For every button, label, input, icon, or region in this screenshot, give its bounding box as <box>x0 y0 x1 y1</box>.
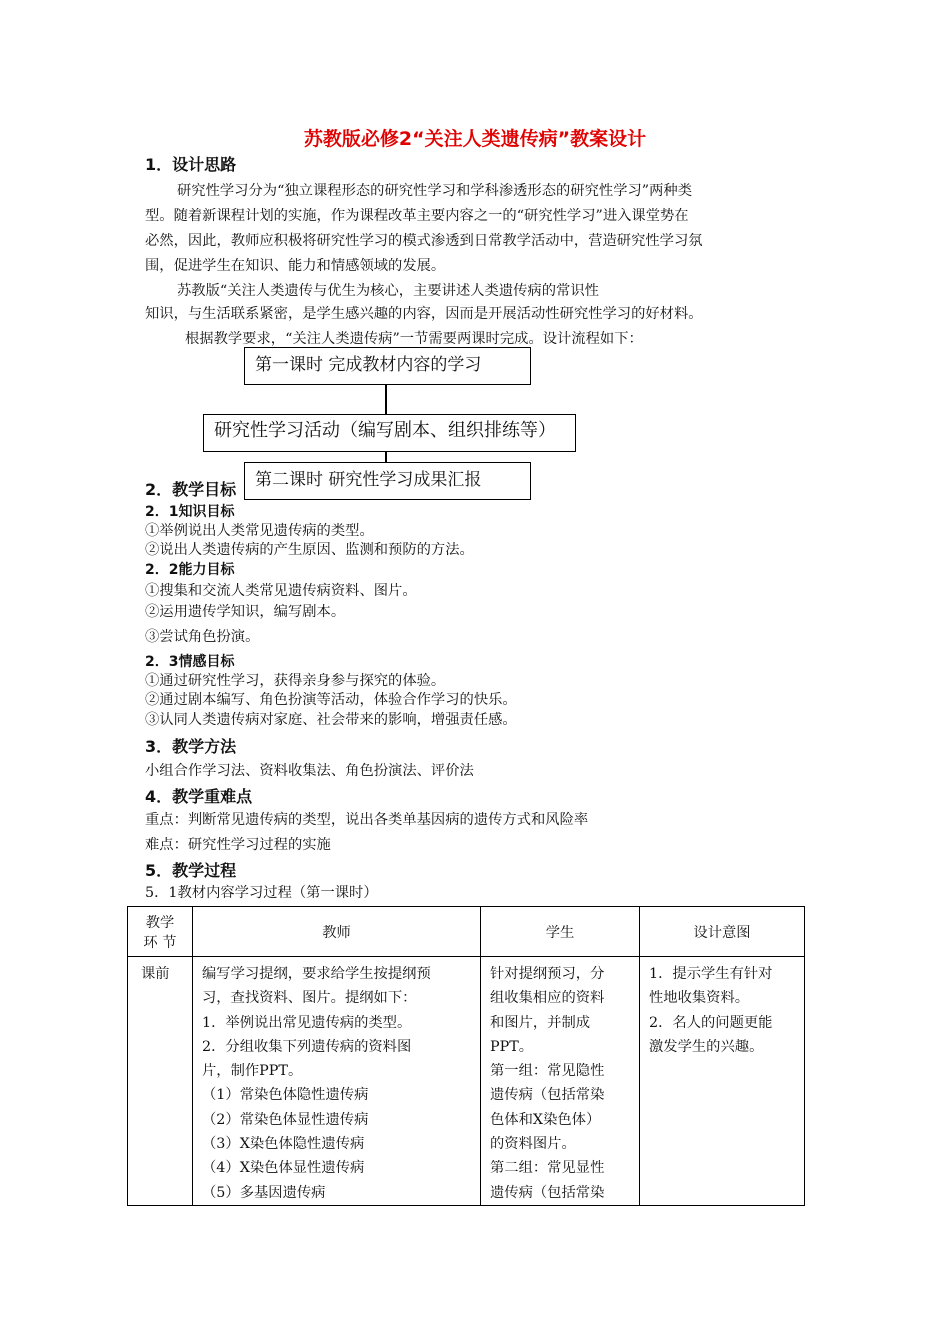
list-item: ①搜集和交流人类常见遗传病资料、图片。 <box>145 583 417 599</box>
list-item: ②说出人类遗传病的产生原因、监测和预防的方法。 <box>145 542 474 558</box>
cell-intent <box>640 957 805 1206</box>
flow-box-lesson-1: 第一课时 完成教材内容的学习 <box>244 347 531 385</box>
flow-box-lesson-2: 第二课时 研究性学习成果汇报 <box>244 462 531 500</box>
subsection-5-1: 5．1教材内容学习过程（第一课时） <box>145 885 378 901</box>
section-4-heading: 4．教学重难点 <box>145 787 253 806</box>
key-point: 重点：判断常见遗传病的类型，说出各类单基因病的遗传方式和风险率 <box>145 812 589 828</box>
table-header-row <box>128 907 805 957</box>
list-item: ①举例说出人类常见遗传病的类型。 <box>145 523 374 539</box>
student-line: 第一组：常见隐性 <box>490 1063 605 1080</box>
list-item: ①通过研究性学习，获得亲身参与探究的体验。 <box>145 673 446 689</box>
header-stage-line: 教学 <box>145 914 175 931</box>
list-item: ③尝试角色扮演。 <box>145 629 260 645</box>
ability-goals-heading: 2．2能力目标 <box>145 562 235 578</box>
intent-line: 2．名人的问题更能 <box>649 1014 773 1031</box>
list-item: ②通过剧本编写、角色扮演等活动，体验合作学习的快乐。 <box>145 692 517 708</box>
section-1-heading: 1．设计思路 <box>145 155 237 174</box>
header-teacher: 教师 <box>193 907 481 957</box>
flow-intro: 根据教学要求，“关注人类遗传病”一节需要两课时完成。设计流程如下： <box>185 331 643 347</box>
header-stage <box>128 907 193 957</box>
difficulty-point: 难点：研究性学习过程的实施 <box>145 837 331 853</box>
header-student: 学生 <box>481 907 640 957</box>
teacher-line: （2）常染色体显性遗传病 <box>202 1111 369 1128</box>
paragraph-line: 必然，因此，教师应积极将研究性学习的模式渗透到日常教学活动中，营造研究性学习氛 <box>145 233 703 249</box>
student-line: 的资料图片。 <box>490 1136 576 1153</box>
header-intent: 设计意图 <box>640 907 805 957</box>
teacher-line: （4）X染色体显性遗传病 <box>202 1160 365 1177</box>
student-line: 遗传病（包括常染 <box>490 1087 605 1104</box>
methods-text: 小组合作学习法、资料收集法、角色扮演法、评价法 <box>145 763 474 779</box>
flow-box-research-activity: 研究性学习活动（编写剧本、组织排练等） <box>203 414 576 452</box>
intent-line: 性地收集资料。 <box>649 990 750 1007</box>
cell-stage <box>128 957 193 1206</box>
student-line: 组收集相应的资料 <box>490 990 605 1007</box>
student-line: PPT。 <box>490 1038 534 1055</box>
header-stage-line: 环 节 <box>143 934 177 951</box>
student-line: 和图片，并制成 <box>490 1014 591 1031</box>
list-item: ②运用遗传学知识，编写剧本。 <box>145 604 346 620</box>
student-line: 针对提纲预习，分 <box>490 966 605 982</box>
knowledge-goals-heading: 2．1知识目标 <box>145 504 235 520</box>
teacher-line: 编写学习提纲，要求给学生按提纲预 <box>202 966 431 982</box>
teacher-line: （3）X染色体隐性遗传病 <box>202 1136 365 1153</box>
cell-student <box>481 957 640 1206</box>
cell-teacher <box>193 957 481 1206</box>
section-2-heading: 2．教学目标 <box>145 480 237 499</box>
paragraph-line: 型。随着新课程计划的实施，作为课程改革主要内容之一的“研究性学习”进入课堂势在 <box>145 208 689 224</box>
document-title: 苏教版必修2“关注人类遗传病”教案设计 <box>303 128 647 150</box>
teacher-line: 习，查找资料、图片。提纲如下： <box>202 990 417 1007</box>
intent-line: 1．提示学生有针对 <box>649 966 773 982</box>
paragraph-line: 研究性学习分为“独立课程形态的研究性学习和学科渗透形态的研究性学习”两种类 <box>177 183 693 199</box>
section-3-heading: 3．教学方法 <box>145 737 237 756</box>
paragraph-line: 围，促进学生在知识、能力和情感领域的发展。 <box>145 258 446 274</box>
teacher-line: 1．举例说出常见遗传病的类型。 <box>202 1014 412 1031</box>
paragraph-line: 知识，与生活联系紧密，是学生感兴趣的内容，因而是开展活动性研究性学习的好材料。 <box>145 306 703 322</box>
stage-text: 课前 <box>141 966 170 982</box>
emotion-goals-heading: 2．3情感目标 <box>145 654 235 670</box>
table-row <box>128 957 805 1206</box>
teacher-line: 2．分组收集下列遗传病的资料图 <box>202 1038 412 1055</box>
paragraph-line: 苏教版“关注人类遗传与优生为核心，主要讲述人类遗传病的常识性 <box>177 283 599 299</box>
teacher-line: （5）多基因遗传病 <box>202 1184 326 1201</box>
student-line: 遗传病（包括常染 <box>490 1184 605 1201</box>
list-item: ③认同人类遗传病对家庭、社会带来的影响，增强责任感。 <box>145 712 517 728</box>
teacher-line: 片，制作PPT。 <box>202 1063 303 1080</box>
teacher-line: （1）常染色体隐性遗传病 <box>202 1087 369 1104</box>
student-line: 色体和X染色体） <box>490 1111 601 1128</box>
lesson-process-table <box>127 906 805 1206</box>
student-line: 第二组：常见显性 <box>490 1160 605 1177</box>
section-5-heading: 5．教学过程 <box>145 861 237 880</box>
intent-line: 激发学生的兴趣。 <box>649 1038 764 1055</box>
